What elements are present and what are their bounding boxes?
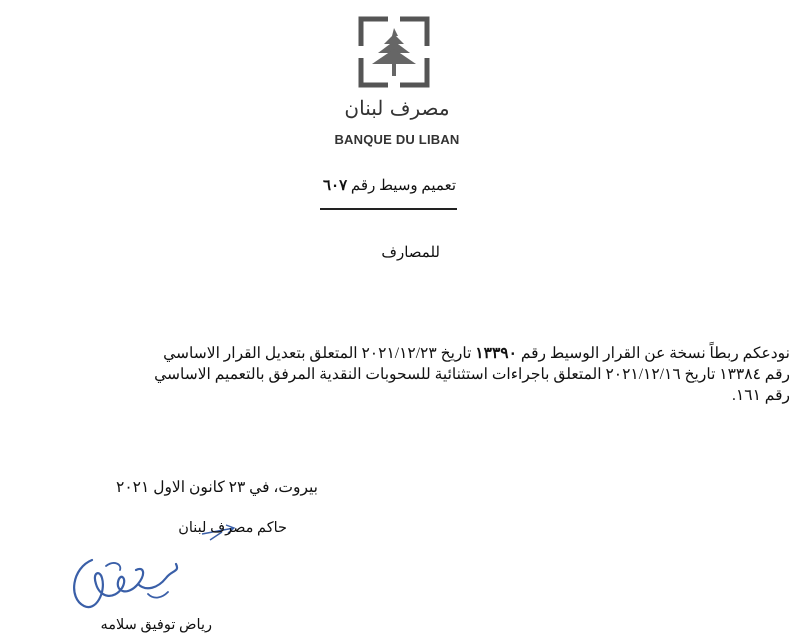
cedar-tree-logo-icon	[358, 16, 430, 88]
body-line-1	[60, 343, 790, 364]
bank-name-french: BANQUE DU LIBAN	[334, 132, 460, 147]
recipient-line: للمصارف	[381, 245, 440, 261]
body-paragraph	[60, 343, 790, 406]
handwritten-signature-icon	[62, 548, 192, 618]
circular-title-text: تعميم وسيط رقم	[350, 178, 456, 194]
place-date: بيروت، في ٢٣ كانون الاول ٢٠٢١	[116, 479, 318, 496]
body-line-1-start: نودعكم ربطاً نسخة عن القرار الوسيط رقم	[516, 345, 790, 362]
circular-title	[300, 176, 456, 195]
circular-number: ٦٠٧	[323, 178, 348, 194]
governor-title: حاكم مصرف لبنان	[178, 520, 287, 536]
decision-number: ١٣٣٩٠	[475, 345, 517, 362]
title-underline	[320, 208, 457, 210]
bank-name-arabic: مصرف لبنان	[344, 96, 450, 120]
body-line-1-end: تاريخ ٢٠٢١/١٢/٢٣ المتعلق بتعديل القرار الاساسي	[163, 345, 476, 362]
body-line-3: رقم ١٦١.	[732, 387, 790, 404]
governor-name: رياض توفيق سلامه	[100, 617, 212, 633]
body-line-2: رقم ١٣٣٨٤ تاريخ ٢٠٢١/١٢/١٦ المتعلق باجراءات استثنائية للسحوبات النقدية المرفق بالتعميم الاساسي	[154, 366, 790, 383]
